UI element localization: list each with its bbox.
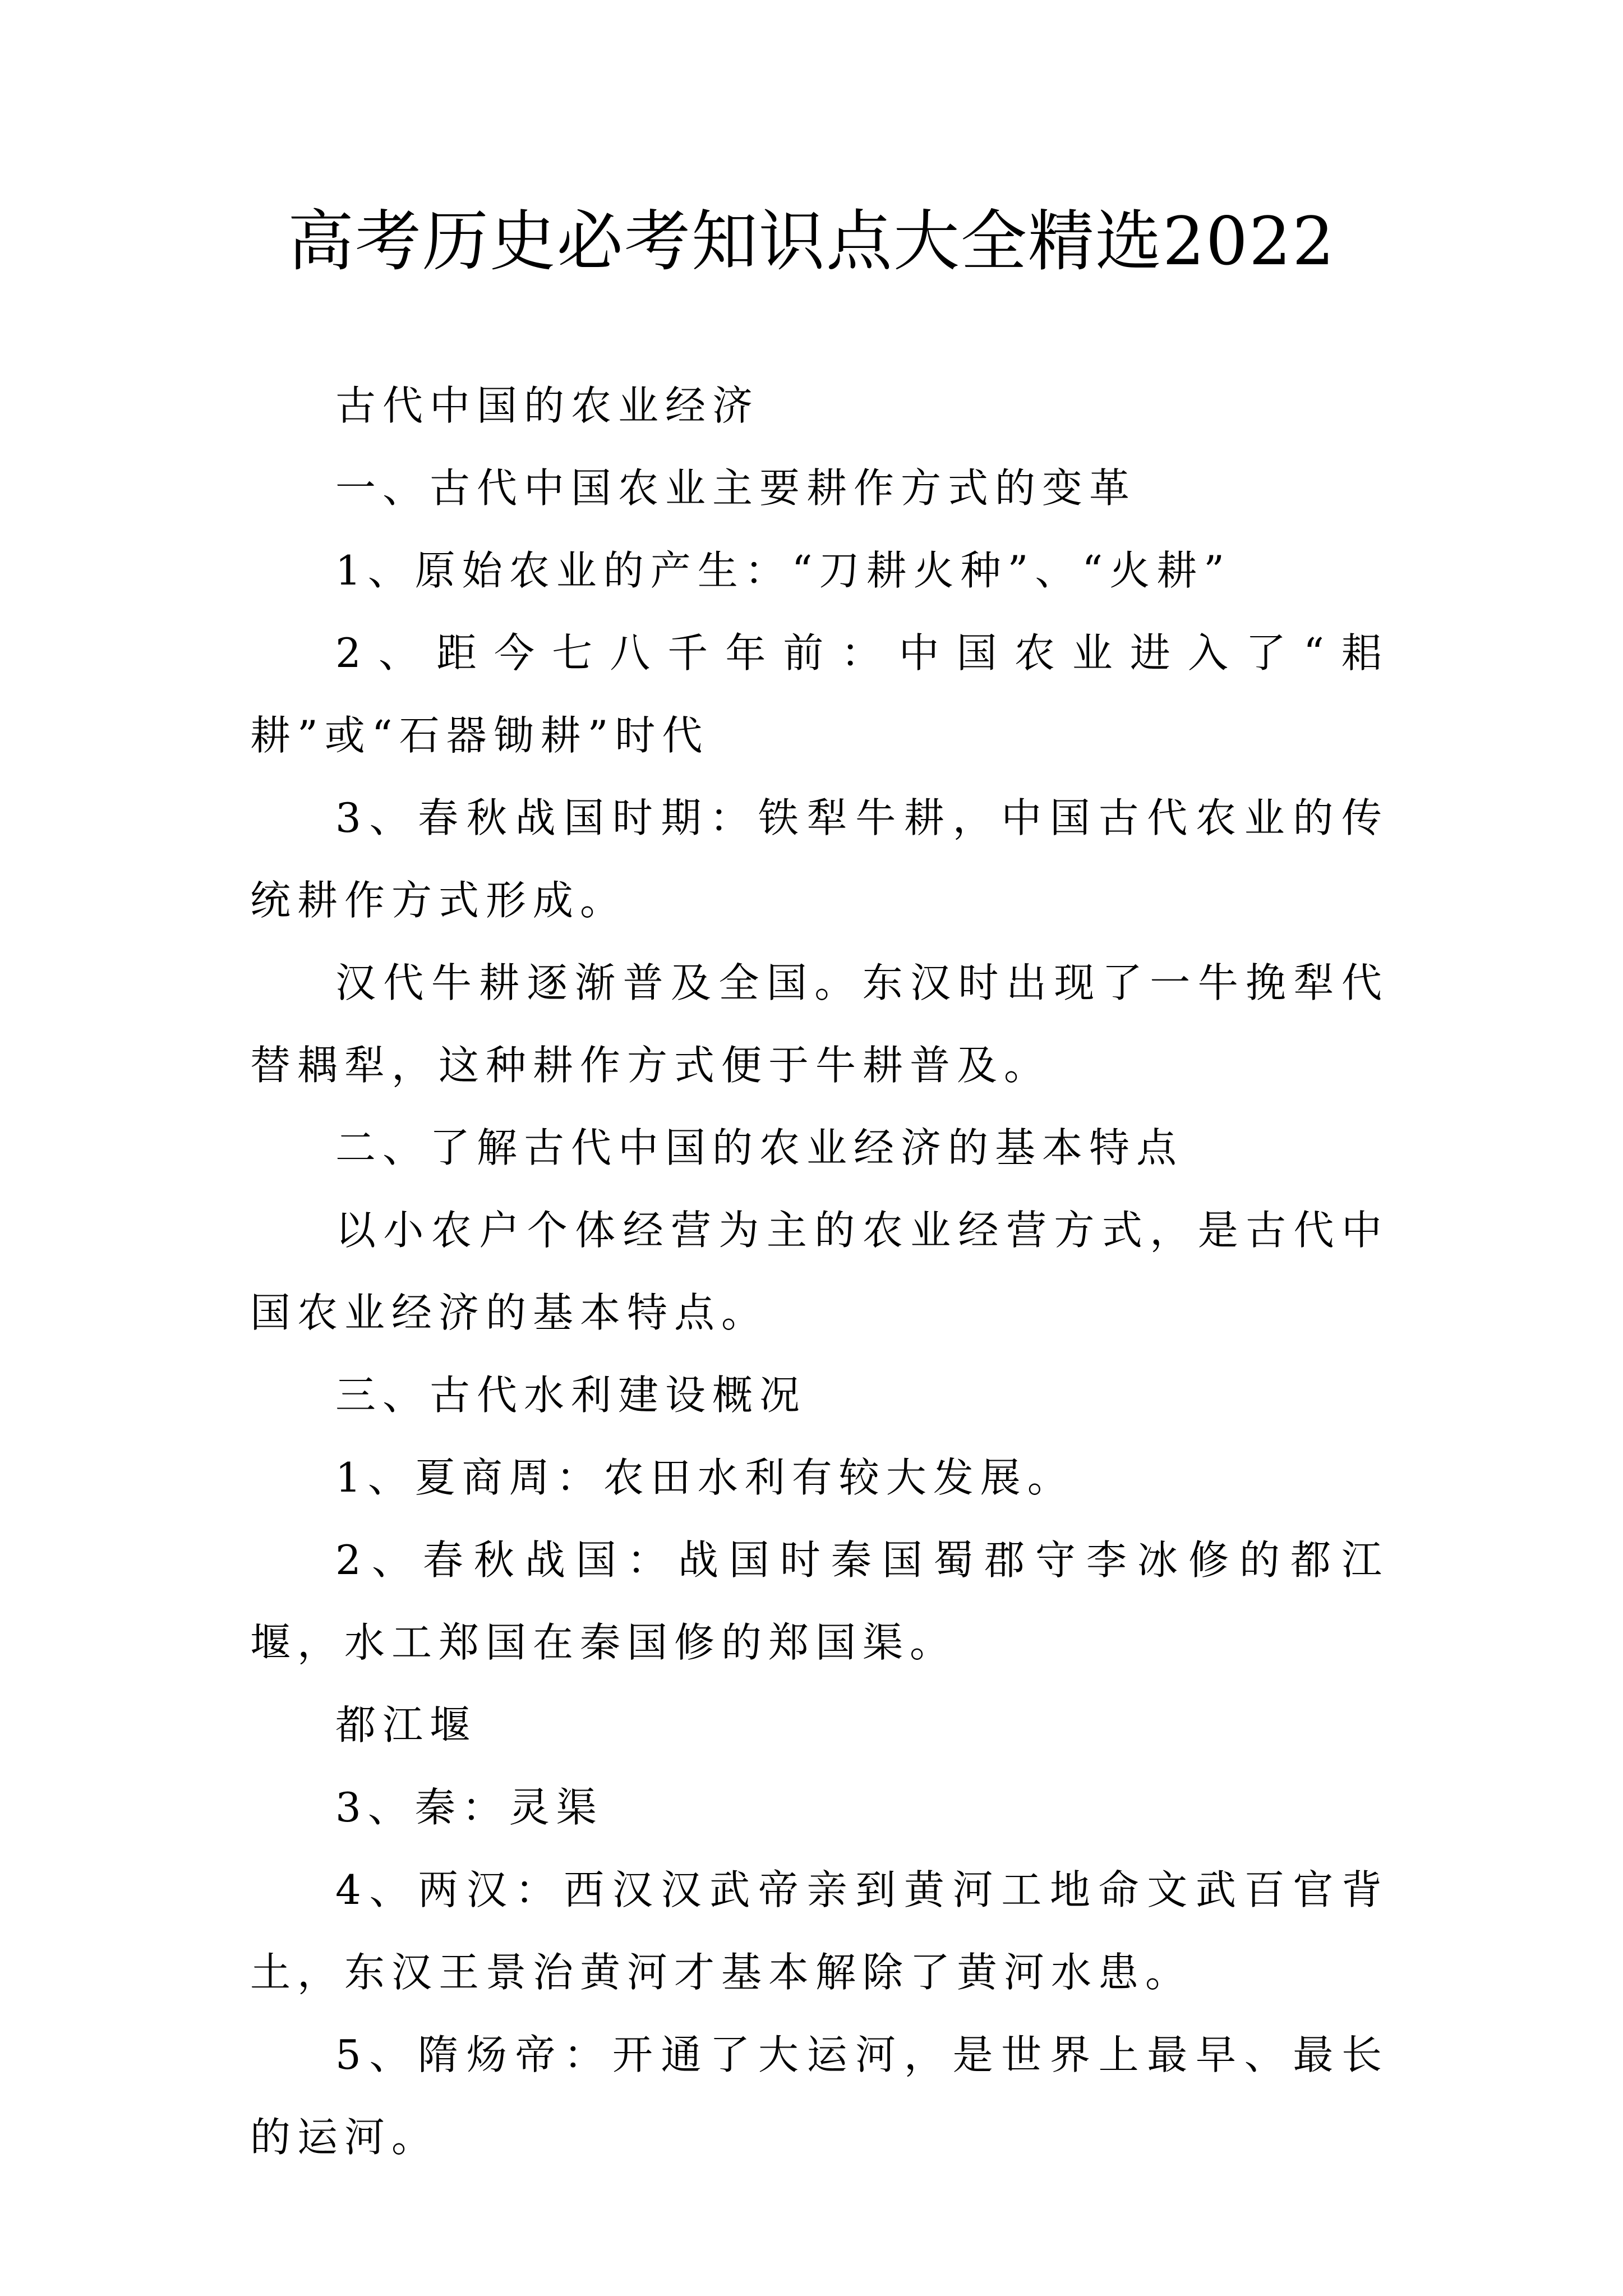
paragraph: 5、隋炀帝：开通了大运河，是世界上最早、最长的运河。 [250,2031,1389,2161]
paragraph: 4、两汉：西汉汉武帝亲到黄河工地命文武百官背土，东汉王景治黄河才基本解除了黄河水患。 [250,1866,1389,1996]
document-body [250,365,1389,2179]
paragraph: 1、原始农业的产生：“刀耕火种”、“火耕” [335,547,1232,594]
section-heading: 古代中国的农业经济 [335,382,760,429]
paragraph: 汉代牛耕逐渐普及全国。东汉时出现了一牛挽犁代替耦犁，这种耕作方式便于牛耕普及。 [250,959,1389,1089]
subsection-heading: 二、了解古代中国的农业经济的基本特点 [335,1124,1184,1171]
image-caption: 都江堰 [335,1701,477,1749]
paragraph: 2、距今七八千年前：中国农业进入了“耜耕”或“石器锄耕”时代 [250,629,1389,759]
paragraph: 2、春秋战国：战国时秦国蜀郡守李冰修的都江堰，水工郑国在秦国修的郑国渠。 [250,1536,1389,1666]
subsection-heading: 三、古代水利建设概况 [335,1372,807,1419]
document-title: 高考历史必考知识点大全精选2022 [287,203,1336,280]
paragraph: 以小农户个体经营为主的农业经营方式，是古代中国农业经济的基本特点。 [250,1207,1389,1336]
paragraph: 1、夏商周：农田水利有较大发展。 [335,1454,1075,1501]
subsection-heading: 一、古代中国农业主要耕作方式的变革 [335,464,1137,512]
paragraph: 3、秦：灵渠 [335,1784,603,1831]
paragraph: 3、春秋战国时期：铁犁牛耕，中国古代农业的传统耕作方式形成。 [250,794,1389,924]
